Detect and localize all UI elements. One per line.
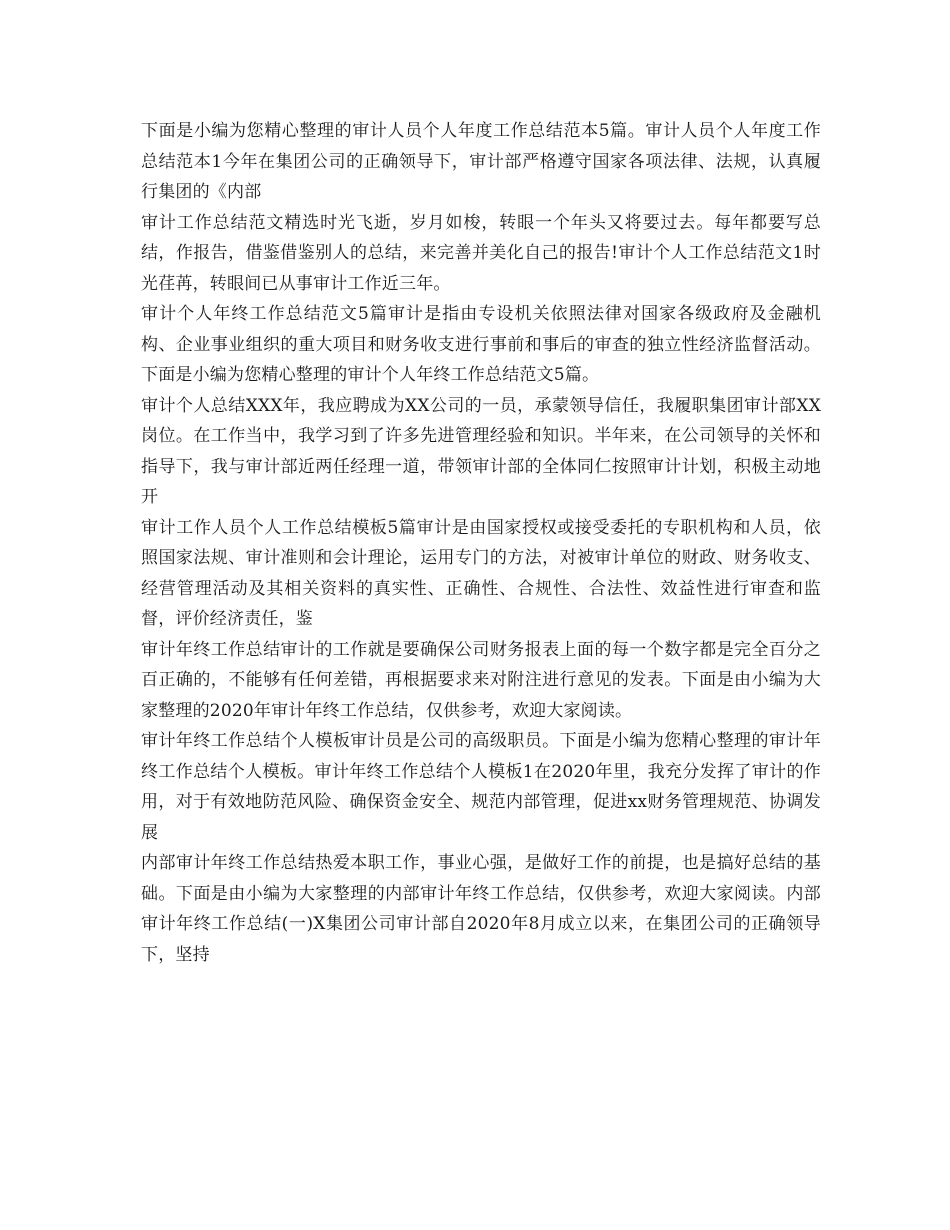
- paragraph-8: 内部审计年终工作总结热爱本职工作，事业心强，是做好工作的前提，也是搞好总结的基础。下面是由小编为大家整理的内部审计年终工作总结，仅供参考，欢迎大家阅读。内部审计年终工作总结(一)X集团公司审计部自2020年8月成立以来，在集团公司的正确领导下，坚持: [141, 853, 821, 965]
- paragraph-6: 审计年终工作总结审计的工作就是要确保公司财务报表上面的每一个数字都是完全百分之百正确的，不能够有任何差错，再根据要求来对附注进行意见的发表。下面是由小编为大家整理的2020年审计年终工作总结，仅供参考，欢迎大家阅读。: [141, 639, 821, 721]
- document-body: [141, 116, 821, 970]
- paragraph-7: 审计年终工作总结个人模板审计员是公司的高级职员。下面是小编为您精心整理的审计年终工作总结个人模板。审计年终工作总结个人模板1在2020年里，我充分发挥了审计的作用，对于有效地防范风险、确保资金安全、规范内部管理，促进xx财务管理规范、协调发展: [141, 731, 821, 843]
- paragraph-3: 审计个人年终工作总结范文5篇审计是指由专设机关依照法律对国家各级政府及金融机构、企业事业组织的重大项目和财务收支进行事前和事后的审查的独立性经济监督活动。下面是小编为您精心整理的审计个人年终工作总结范文5篇。: [141, 304, 821, 385]
- paragraph-2: 审计工作总结范文精选时光飞逝，岁月如梭，转眼一个年头又将要过去。每年都要写总结，作报告，借鉴借鉴别人的总结，来完善并美化自己的报告!审计个人工作总结范文1时光荏苒，转眼间已从事审计工作近三年。: [141, 212, 821, 294]
- paragraph-4: 审计个人总结XXX年，我应聘成为XX公司的一员，承蒙领导信任，我履职集团审计部XX岗位。在工作当中，我学习到了许多先进管理经验和知识。半年来，在公司领导的关怀和指导下，我与审计部近两任经理一道，带领审计部的全体同仁按照审计计划，积极主动地开: [141, 395, 821, 507]
- paragraph-1: 下面是小编为您精心整理的审计人员个人年度工作总结范本5篇。审计人员个人年度工作总结范本1今年在集团公司的正确领导下，审计部严格遵守国家各项法律、法规，认真履行集团的《内部: [141, 121, 821, 202]
- paragraph-5: 审计工作人员个人工作总结模板5篇审计是由国家授权或接受委托的专职机构和人员，依照国家法规、审计准则和会计理论，运用专门的方法，对被审计单位的财政、财务收支、经营管理活动及其相关资料的真实性、正确性、合规性、合法性、效益性进行审查和监督，评价经济责任，鉴: [141, 517, 821, 629]
